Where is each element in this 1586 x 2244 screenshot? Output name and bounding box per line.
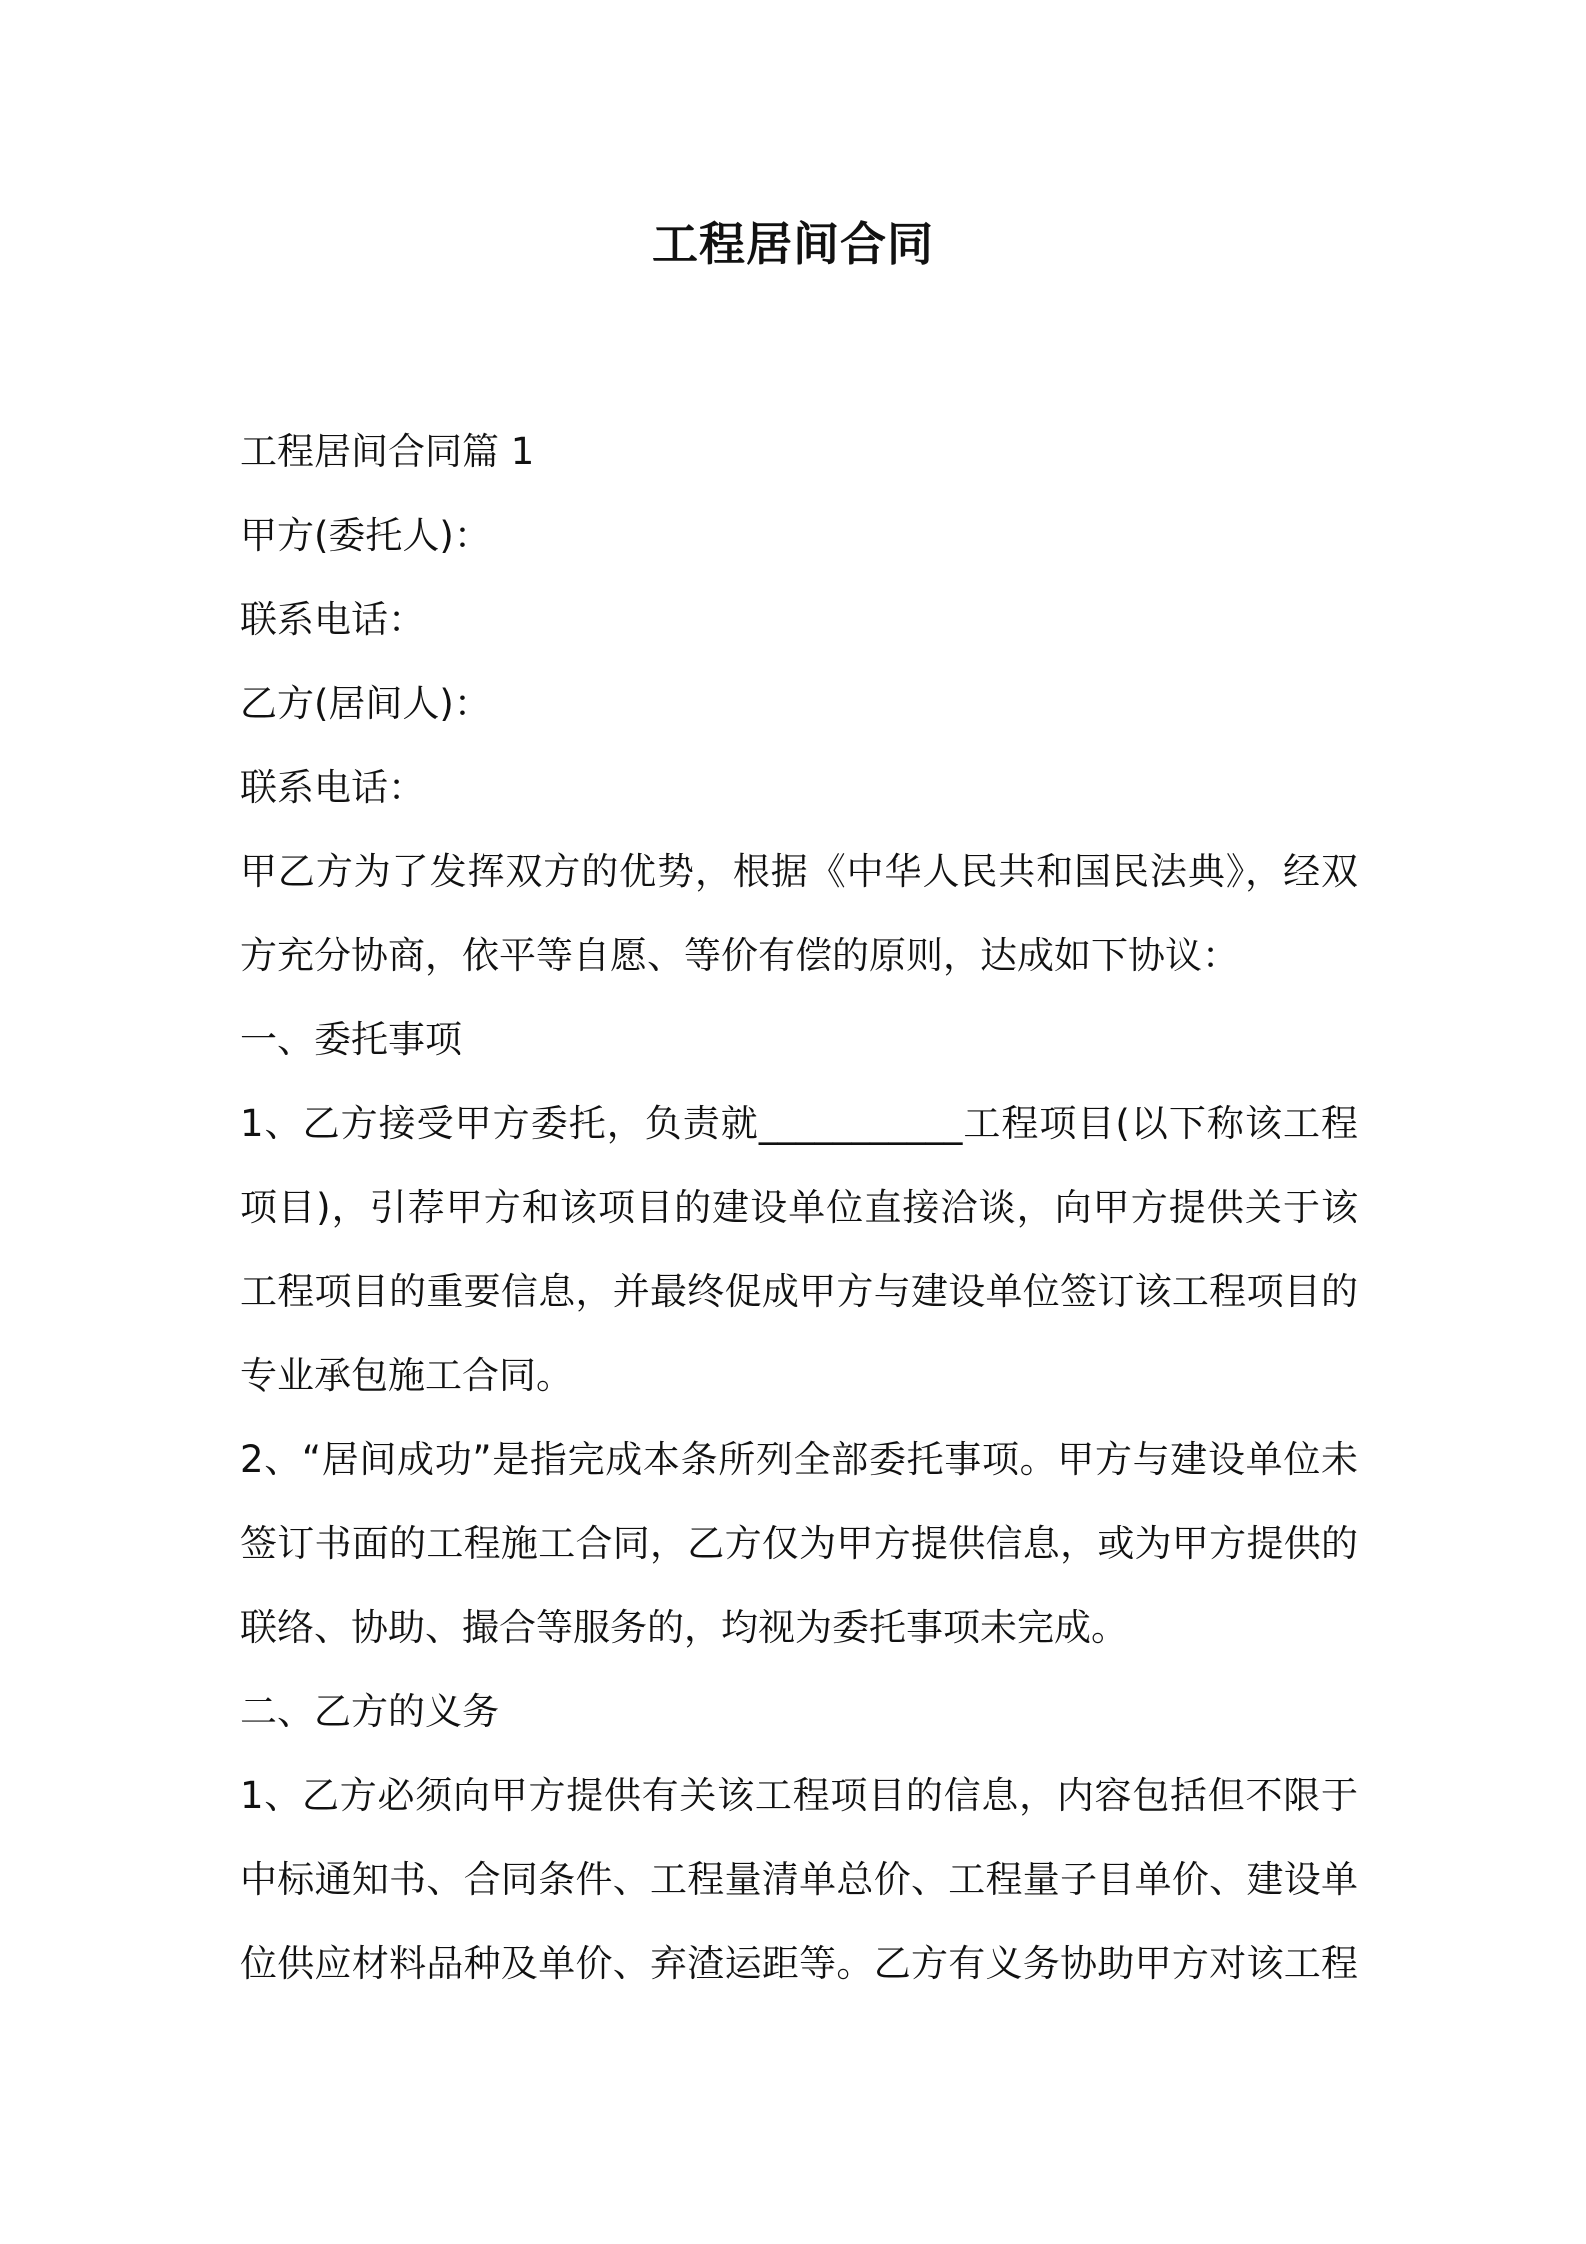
text-line: 专业承包施工合同。 <box>240 1354 573 1397</box>
text-line: 甲方(委托人)： <box>240 514 491 557</box>
text-line: 工程居间合同篇 1 <box>240 430 535 473</box>
text-line: 联系电话： <box>240 598 425 641</box>
text-line: 2、“居间成功”是指完成本条所列全部委托事项。甲方与建设单位未 <box>240 1438 1358 1481</box>
text-line: 工程项目的重要信息，并最终促成甲方与建设单位签订该工程项目的 <box>240 1270 1358 1313</box>
text-line: 中标通知书、合同条件、工程量清单总价、工程量子目单价、建设单 <box>240 1858 1358 1901</box>
text-line: 方充分协商，依平等自愿、等价有偿的原则，达成如下协议： <box>240 934 1239 977</box>
text-line: 联系电话： <box>240 766 425 809</box>
text-line: 签订书面的工程施工合同，乙方仅为甲方提供信息，或为甲方提供的 <box>240 1522 1358 1565</box>
document-title: 工程居间合同 <box>652 217 934 271</box>
document-body <box>240 410 1358 2006</box>
text-line: 项目)，引荐甲方和该项目的建设单位直接洽谈，向甲方提供关于该 <box>240 1186 1358 1229</box>
text-line: 乙方(居间人)： <box>240 682 491 725</box>
text-line: 二、乙方的义务 <box>240 1690 499 1733</box>
text-line: 1、乙方接受甲方委托，负责就___________工程项目(以下称该工程 <box>240 1102 1358 1145</box>
text-line: 一、委托事项 <box>240 1018 462 1061</box>
text-line: 甲乙方为了发挥双方的优势，根据《中华人民共和国民法典》，经双 <box>240 850 1358 893</box>
text-line: 联络、协助、撮合等服务的，均视为委托事项未完成。 <box>240 1606 1128 1649</box>
text-line: 1、乙方必须向甲方提供有关该工程项目的信息，内容包括但不限于 <box>240 1774 1358 1817</box>
text-line: 位供应材料品种及单价、弃渣运距等。乙方有义务协助甲方对该工程 <box>240 1942 1358 1985</box>
